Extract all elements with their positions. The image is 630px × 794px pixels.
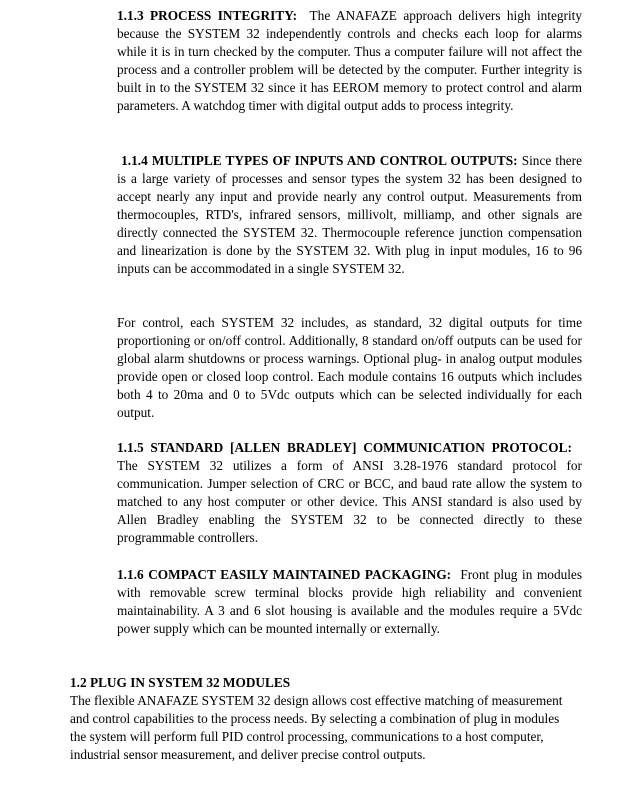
section-1-1-5-body: The SYSTEM 32 utilizes a form of ANSI 3.28-1976 standard protocol for communication. Jumper selection of CRC or BCC, and baud rate allow the system to matched to any host computer or other device. This ANSI standard is also used by Allen Bradley enabling the SYSTEM 32 to be connected directly to these programmable controllers. — [117, 458, 582, 545]
section-1-2 — [70, 674, 570, 764]
section-1-1-5 — [117, 439, 582, 547]
section-1-1-4-heading: 1.1.4 MULTIPLE TYPES OF INPUTS AND CONTROL OUTPUTS: — [121, 153, 518, 168]
section-1-2-body: The flexible ANAFAZE SYSTEM 32 design allows cost effective matching of measurement and control capabilities to the process needs. By selecting a combination of plug in modules the system will perform full PID control processing, communications to a host computer, industrial sensor measurement, and deliver precise control outputs. — [70, 693, 563, 762]
section-1-1-4-paragraph-2: For control, each SYSTEM 32 includes, as standard, 32 digital outputs for time proportioning or on/off control. Additionally, 8 standard on/off outputs can be used for global alarm shutdowns or process warnings. Optional plug- in analog output modules provide open or closed loop control. Each module contains 16 outputs which includes both 4 to 20ma and 0 to 5Vdc outputs which can be selected individually for each output. — [117, 315, 582, 420]
section-1-1-4-body: Since there is a large variety of processes and sensor types the system 32 has been designed to accept nearly any input and provide nearly any control output. Measurements from thermocouples, RTD's, infrared sensors, millivolt, milliamp, and other signals are directly connected the SYSTEM 32. Thermocouple reference junction compensation and linearization is done by the SYSTEM 32. With plug in input modules, 16 to 96 inputs can be accommodated in a single SYSTEM 32. — [117, 153, 582, 276]
section-1-1-4 — [117, 152, 582, 278]
section-1-2-heading: 1.2 PLUG IN SYSTEM 32 MODULES — [70, 675, 291, 690]
section-1-1-6-heading: 1.1.6 COMPACT EASILY MAINTAINED PACKAGING: — [117, 567, 452, 582]
section-1-1-3 — [117, 7, 582, 115]
section-1-1-6 — [117, 566, 582, 638]
section-1-1-3-heading: 1.1.3 PROCESS INTEGRITY: — [117, 8, 298, 23]
section-1-1-6-body: Front plug in modules with removable screw terminal blocks provide high reliability and convenient maintainability. A 3 and 6 slot housing is available and the modules require a 5Vdc power supply which can be mounted internally or externally. — [117, 567, 583, 636]
section-1-1-3-body: The ANAFAZE approach delivers high integrity because the SYSTEM 32 independently controls and checks each loop for alarms while it is in turn checked by the computer. Thus a computer failure will not affect the process and a controller problem will be detected by the computer. Further integrity is built in to the SYSTEM 32 since it has EEROM memory to protect control and alarm parameters. A watchdog timer with digital output adds to process integrity. — [117, 8, 582, 113]
section-1-1-5-heading: 1.1.5 STANDARD [ALLEN BRADLEY] COMMUNICATION PROTOCOL: — [117, 440, 572, 455]
